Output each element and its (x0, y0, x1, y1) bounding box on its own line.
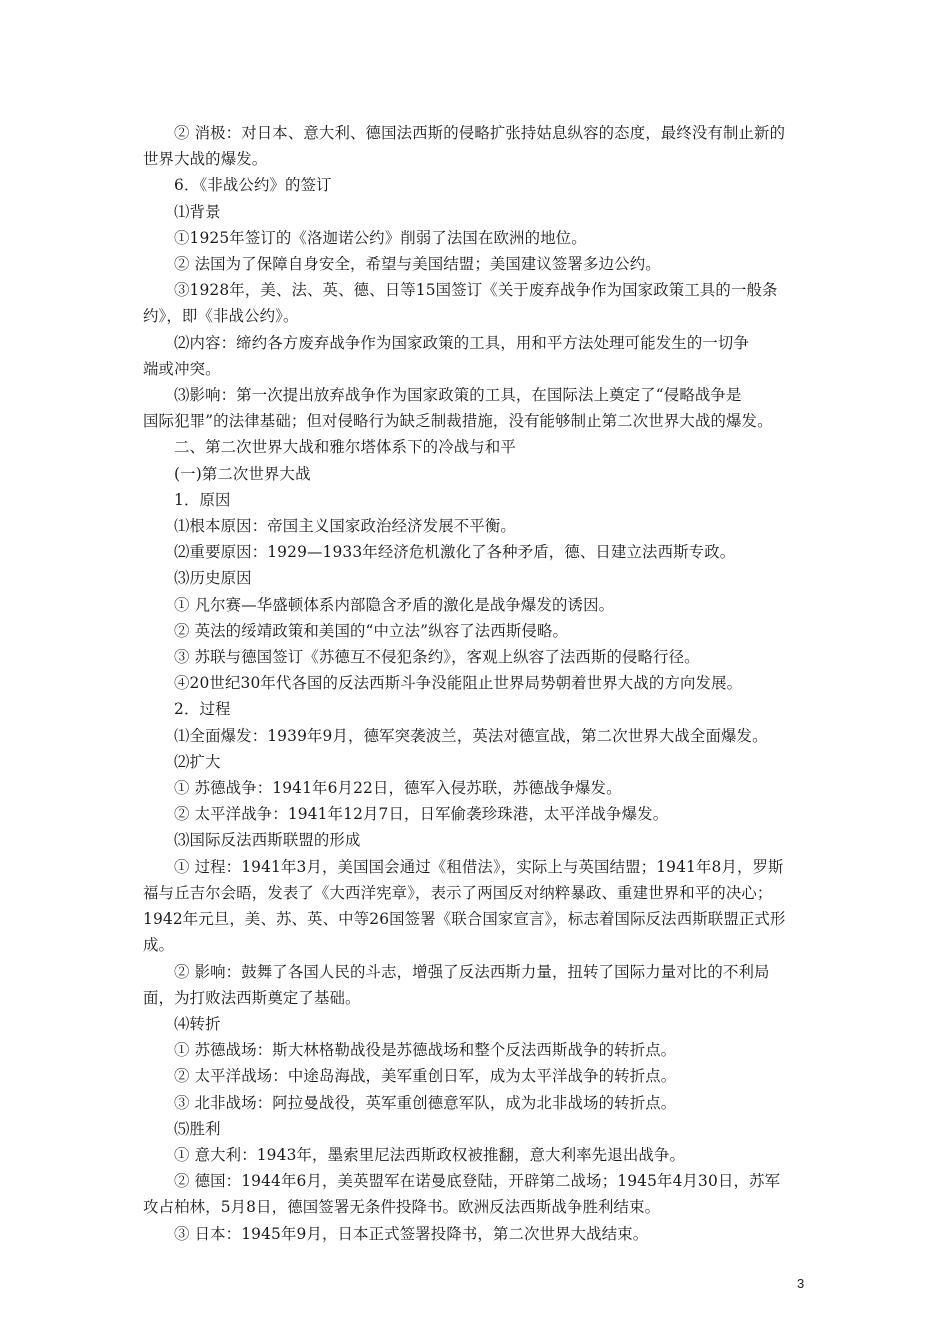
text-line: ⑶影响：第一次提出放弃战争作为国家政策的工具，在国际法上奠定了“侵略战争是 (174, 386, 742, 405)
text-line: ⑵重要原因：1929—1933年经济危机激化了各种矛盾，德、日建立法西斯专政。 (174, 543, 736, 562)
text-line: ① 凡尔赛—华盛顿体系内部隐含矛盾的激化是战争爆发的诱因。 (174, 595, 615, 614)
text-line: ①1925年签订的《洛迦诺公约》削弱了法国在欧洲的地位。 (174, 228, 587, 247)
text-line: ⑵扩大 (174, 752, 221, 771)
text-line: ② 德国：1944年6月，美英盟军在诺曼底登陆，开辟第二战场；1945年4月30日，苏军 (174, 1172, 781, 1191)
text-line: ② 太平洋战场：中途岛海战，美军重创日军，成为太平洋战争的转折点。 (174, 1067, 677, 1086)
text-line: ① 过程：1941年3月，美国国会通过《租借法》，实际上与英国结盟；1941年8月，罗斯 (174, 857, 784, 876)
text-line: ② 影响：鼓舞了各国人民的斗志，增强了反法西斯力量，扭转了国际力量对比的不利局 (174, 962, 770, 981)
text-line: ② 消极：对日本、意大利、德国法西斯的侵略扩张持姑息纵容的态度，最终没有制止新的 (174, 124, 786, 142)
text-line: ⑴根本原因：帝国主义国家政治经济发展不平衡。 (174, 517, 516, 536)
text-line: ① 苏德战争：1941年6月22日，德军入侵苏联，苏德战争爆发。 (174, 779, 622, 798)
text-line: ③ 日本：1945年9月，日本正式签署投降书，第二次世界大战结束。 (174, 1224, 649, 1243)
text-line: ③ 苏联与德国签订《苏德互不侵犯条约》，客观上纵容了法西斯的侵略行径。 (174, 648, 700, 667)
text-line: ③1928年，美、法、英、德、日等15国签订《关于废弃战争作为国家政策工具的一般条 (174, 281, 778, 300)
text-line: ⑸胜利 (174, 1119, 221, 1138)
text-line: 1．原因 (174, 490, 231, 509)
document-body (143, 120, 811, 1247)
text-line: ⑴背景 (174, 202, 221, 221)
text-line: 成。 (143, 936, 175, 955)
text-line: ⑶历史原因 (174, 569, 252, 588)
page-number: 3 (797, 1276, 805, 1291)
text-line: 2．过程 (174, 700, 231, 719)
text-line: 6．《非战公约》的签订 (174, 176, 332, 195)
text-line: ① 苏德战场：斯大林格勒战役是苏德战场和整个反法西斯战争的转折点。 (174, 1041, 677, 1060)
text-line: ② 法国为了保障自身安全，希望与美国结盟；美国建议签署多边公约。 (174, 255, 661, 274)
text-line: 世界大战的爆发。 (143, 150, 268, 169)
text-line: 约》，即《非战公约》。 (143, 307, 299, 326)
text-line: (一)第二次世界大战 (174, 464, 311, 483)
text-line: 1942年元旦，美、苏、英、中等26国签署《联合国家宣言》，标志着国际反法西斯联盟正式形 (143, 910, 786, 929)
text-line: 二、第二次世界大战和雅尔塔体系下的冷战与和平 (174, 438, 516, 457)
text-line: ② 英法的绥靖政策和美国的“中立法”纵容了法西斯侵略。 (174, 621, 569, 640)
text-line: ⑴全面爆发：1939年9月，德军突袭波兰，英法对德宣战，第二次世界大战全面爆发。 (174, 726, 768, 745)
text-line: 面，为打败法西斯奠定了基础。 (143, 988, 361, 1007)
text-line: ⑶国际反法西斯联盟的形成 (174, 831, 361, 850)
text-line: ① 意大利：1943年，墨索里尼法西斯政权被推翻，意大利率先退出战争。 (174, 1145, 686, 1164)
text-line: 福与丘吉尔会晤，发表了《大西洋宪章》，表示了两国反对纳粹暴政、重建世界和平的决心； (143, 883, 773, 902)
text-line: 国际犯罪”的法律基础；但对侵略行为缺乏制裁措施，没有能够制止第二次世界大战的爆发。 (143, 412, 773, 431)
text-line: 攻占柏林，5月8日，德国签署无条件投降书。欧洲反法西斯战争胜利结束。 (143, 1198, 661, 1217)
text-line: ② 太平洋战争：1941年12月7日，日军偷袭珍珠港，太平洋战争爆发。 (174, 805, 669, 824)
text-line: 端或冲突。 (143, 359, 221, 378)
text-line: ⑷转折 (174, 1014, 221, 1033)
text-line: ④20世纪30年代各国的反法西斯斗争没能阻止世界局势朝着世界大战的方向发展。 (174, 674, 743, 693)
text-line: ③ 北非战场：阿拉曼战役，英军重创德意军队，成为北非战场的转折点。 (174, 1093, 677, 1112)
text-line: ⑵内容：缔约各方废弃战争作为国家政策的工具，用和平方法处理可能发生的一切争 (174, 333, 750, 352)
